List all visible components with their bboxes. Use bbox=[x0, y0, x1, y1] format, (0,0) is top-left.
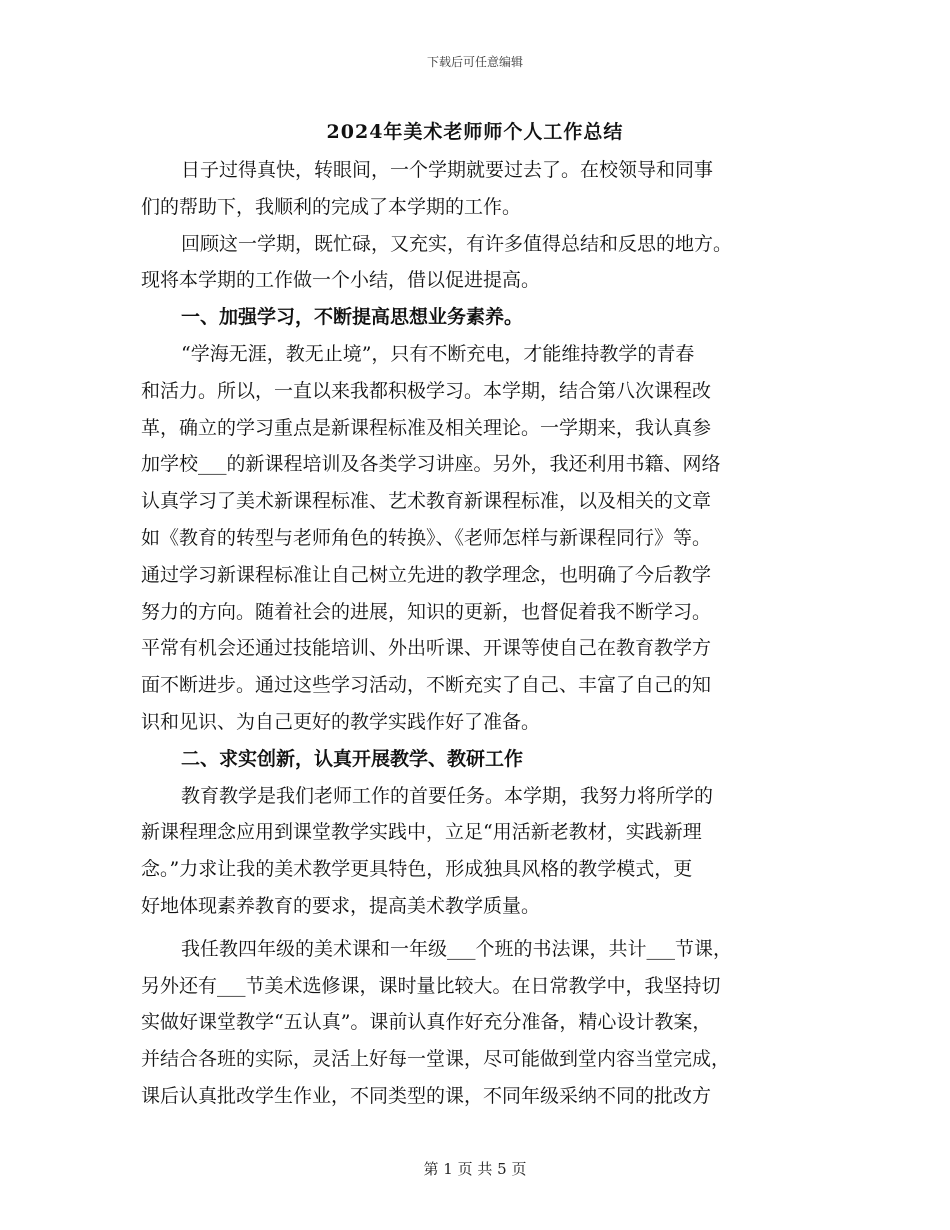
text-line: 好地体现素养教育的要求，提高美术教学质量。 bbox=[141, 894, 541, 917]
text-line: 回顾这一学期，既忙碌，又充实，有许多值得总结和反思的地方。 bbox=[181, 232, 733, 255]
text-line: 通过学习新课程标准让自己树立先进的教学理念，也明确了今后教学 bbox=[141, 563, 712, 586]
document-body bbox=[141, 152, 811, 1115]
text-line: 识和见识、为自己更好的教学实践作好了准备。 bbox=[141, 710, 541, 733]
text-line: 加学校___的新课程培训及各类学习讲座。另外，我还利用书籍、网络 bbox=[141, 453, 721, 476]
document-title: 2024年美术老师师个人工作总结 bbox=[326, 121, 624, 143]
text-line: 面不断进步。通过这些学习活动，不断充实了自己、丰富了自己的知 bbox=[141, 674, 712, 697]
text-line: 如《教育的转型与老师角色的转换》、《老师怎样与新课程同行》等。 bbox=[141, 526, 712, 549]
text-line: 我任教四年级的美术课和一年级___个班的书法课，共计___节课， bbox=[181, 937, 733, 960]
text-line: 课后认真批改学生作业，不同类型的课，不同年级采纳不同的批改方 bbox=[141, 1084, 712, 1107]
text-line: 革，确立的学习重点是新课程标准及相关理论。一学期来，我认真参 bbox=[141, 416, 712, 439]
text-line: 实做好课堂教学“五认真”。课前认真作好充分准备，精心设计教案， bbox=[141, 1011, 712, 1034]
text-line: 现将本学期的工作做一个小结，借以促进提高。 bbox=[141, 269, 541, 292]
page-footer: 第 1 页 共 5 页 bbox=[423, 1160, 527, 1178]
text-line: 平常有机会还通过技能培训、外出听课、开课等使自己在教育教学方 bbox=[141, 637, 712, 660]
text-line: “学海无涯，教无止境”，只有不断充电，才能维持教学的青春 bbox=[181, 342, 695, 365]
text-line: 新课程理念应用到课堂教学实践中，立足“用活新老教材，实践新理 bbox=[141, 821, 702, 844]
text-line: 认真学习了美术新课程标准、艺术教育新课程标准，以及相关的文章 bbox=[141, 490, 712, 513]
text-line: 念。”力求让我的美术教学更具特色，形成独具风格的教学模式，更 bbox=[141, 858, 693, 881]
text-line: 努力的方向。随着社会的进展，知识的更新，也督促着我不断学习。 bbox=[141, 600, 712, 623]
section-heading: 一、加强学习，不断提高思想业务素养。 bbox=[181, 306, 524, 329]
section-heading: 二、求实创新，认真开展教学、教研工作 bbox=[181, 747, 524, 770]
text-line: 们的帮助下，我顺利的完成了本学期的工作。 bbox=[141, 195, 522, 218]
text-line: 和活力。所以，一直以来我都积极学习。本学期，结合第八次课程改 bbox=[141, 379, 712, 402]
text-line: 并结合各班的实际，灵活上好每一堂课，尽可能做到堂内容当堂完成， bbox=[141, 1048, 731, 1071]
text-line: 教育教学是我们老师工作的首要任务。本学期，我努力将所学的 bbox=[181, 784, 714, 807]
text-line: 另外还有___节美术选修课，课时量比较大。在日常教学中，我坚持切 bbox=[141, 974, 721, 997]
text-line: 日子过得真快，转眼间，一个学期就要过去了。在校领导和同事 bbox=[181, 159, 714, 181]
header-note: 下载后可任意编辑 bbox=[426, 55, 523, 69]
